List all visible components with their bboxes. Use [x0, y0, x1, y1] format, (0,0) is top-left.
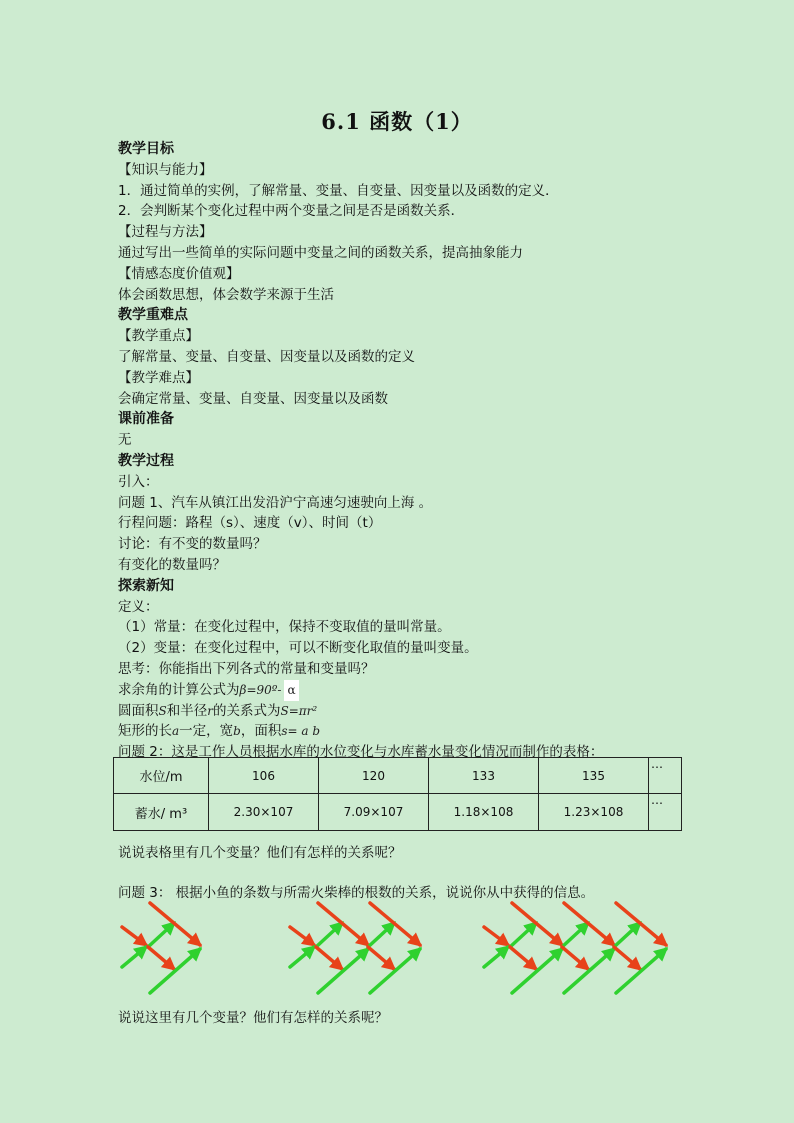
table-cell: 133 — [429, 758, 539, 794]
travel-problem: 行程问题：路程（s）、速度（v）、时间（t） — [118, 515, 382, 532]
intro-text: 引入： — [118, 473, 159, 490]
formula-circle-s: S — [158, 703, 167, 718]
process-heading: 教学过程 — [118, 452, 174, 469]
red-matchstick — [148, 947, 174, 969]
variable-definition: （2）变量：在变化过程中，可以不断变化取值的量叫变量。 — [118, 640, 478, 657]
goal-1: 1．通过简单的实例，了解常量、变量、自变量、因变量以及函数的定义． — [118, 182, 559, 199]
green-matchstick — [316, 923, 342, 947]
matchstick-fish-figure — [0, 895, 794, 1005]
formula-complement — [118, 680, 698, 701]
red-matchstick — [562, 947, 588, 969]
green-matchstick — [122, 947, 146, 967]
formula-rect-b: b — [233, 724, 241, 739]
green-matchstick — [290, 947, 314, 967]
goal-2: 2．会判断某个变化过程中两个变量之间是否是函数关系． — [118, 203, 465, 220]
green-matchstick — [614, 923, 640, 947]
formula-rectangle — [118, 721, 698, 742]
difficult-point-label: 【教学难点】 — [118, 369, 199, 386]
knowledge-ability-label: 【知识与能力】 — [118, 161, 213, 178]
formula-circle — [118, 701, 698, 722]
process-text: 通过写出一些简单的实际问题中变量之间的函数关系，提高抽象能力 — [118, 244, 523, 261]
prep-text: 无 — [118, 432, 132, 449]
table-cell: 水位/m — [114, 758, 209, 794]
formula-alpha: α — [284, 680, 298, 701]
discuss-text: 讨论：有不变的数量吗？ — [118, 536, 267, 553]
table-cell: 135 — [539, 758, 649, 794]
table-cell: 106 — [209, 758, 319, 794]
green-matchstick — [148, 923, 174, 947]
key-point-label: 【教学重点】 — [118, 328, 199, 345]
table-question: 说说表格里有几个变量？他们有怎样的关系呢？ — [118, 845, 402, 861]
red-matchstick — [122, 927, 146, 945]
table-cell: 2.30×107 — [209, 794, 319, 831]
reservoir-table — [113, 757, 682, 831]
formula-rect-pre: 矩形的长 — [118, 723, 172, 740]
key-heading: 教学重难点 — [118, 307, 188, 324]
page-title: 6.1 函数（1） — [321, 109, 473, 134]
red-matchstick — [510, 947, 536, 969]
change-question: 有变化的数量吗？ — [118, 556, 226, 573]
difficult-point-text: 会确定常量、变量、自变量、因变量以及函数 — [118, 390, 388, 407]
green-matchstick — [484, 947, 508, 967]
formula-rect-mid2: ，面积 — [240, 723, 282, 740]
attitude-label: 【情感态度价值观】 — [118, 265, 240, 282]
red-matchstick — [484, 927, 508, 945]
table-cell: 1.23×108 — [539, 794, 649, 831]
question-1: 问题 1、汽车从镇江出发沿沪宁高速匀速驶向上海 。 — [118, 494, 433, 511]
formula-complement-label: 求余角的计算公式为 — [118, 681, 240, 698]
table-cell: 1.18×108 — [429, 794, 539, 831]
formula-circle-r: r — [207, 703, 213, 718]
formula-rect-mid1: 一定，宽 — [179, 723, 234, 740]
formula-circle-post: 的关系式为 — [212, 702, 281, 719]
formula-rect-math: s= a b — [281, 724, 321, 739]
goals-heading: 教学目标 — [118, 141, 174, 157]
formula-complement-math: β=90º- — [239, 682, 282, 697]
prep-heading: 课前准备 — [118, 411, 174, 428]
formula-circle-math: S=πr² — [280, 703, 318, 718]
attitude-text: 体会函数思想，体会数学来源于生活 — [118, 286, 334, 303]
red-matchstick — [614, 947, 640, 969]
table-cell: … — [649, 758, 682, 794]
table-cell: 7.09×107 — [319, 794, 429, 831]
definition-label: 定义： — [118, 598, 159, 615]
red-matchstick — [316, 947, 342, 969]
question-2: 问题 2：这是工作人员根据水库的水位变化与水库蓄水量变化情况而制作的表格： — [118, 744, 604, 761]
green-matchstick — [368, 923, 394, 947]
table-cell: 蓄水/ m³ — [114, 794, 209, 831]
think-text: 思考：你能指出下列各式的常量和变量吗？ — [118, 660, 375, 677]
process-method-label: 【过程与方法】 — [118, 224, 213, 241]
formula-circle-pre: 圆面积 — [118, 702, 159, 719]
question-3: 问题 3： 根据小鱼的条数与所需火柴棒的根数的关系，说说你从中获得的信息。 — [118, 885, 595, 901]
closing-question: 说说这里有几个变量？他们有怎样的关系呢？ — [118, 1010, 388, 1026]
document-body — [118, 139, 698, 763]
green-matchstick — [510, 923, 536, 947]
explore-heading: 探索新知 — [118, 577, 174, 594]
green-matchstick — [562, 923, 588, 947]
table-cell: 120 — [319, 758, 429, 794]
table-row — [114, 758, 682, 794]
red-matchstick — [368, 947, 394, 969]
constant-definition: （1）常量：在变化过程中，保持不变取值的量叫常量。 — [118, 619, 451, 636]
formula-rect-a: a — [172, 724, 180, 739]
table-row — [114, 794, 682, 831]
red-matchstick — [290, 927, 314, 945]
key-point-text: 了解常量、变量、自变量、因变量以及函数的定义 — [118, 348, 415, 365]
formula-circle-mid: 和半径 — [166, 702, 208, 719]
table-cell: … — [649, 794, 682, 831]
